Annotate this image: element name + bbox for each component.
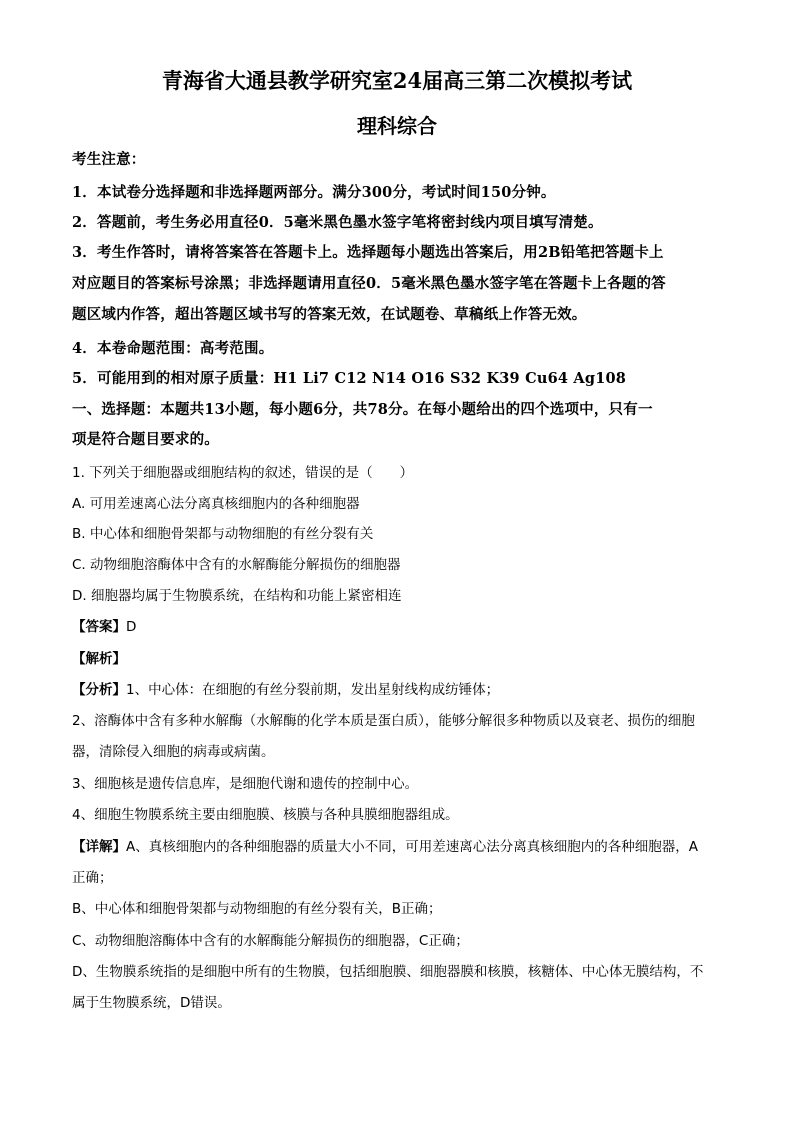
answer-tag: 【答案】 (72, 619, 126, 635)
fenxi-line-2: 2、溶酶体中含有多种水解酶（水解酶的化学本质是蛋白质），能够分解很多种物质以及衰老、损伤的细胞 (72, 713, 695, 729)
xiangjie-line-1 (72, 836, 724, 858)
fenxi-text-1: 1、中心体：在细胞的有丝分裂前期，发出星射线构成纺锤体； (126, 682, 500, 698)
option-c: C. 动物细胞溶酶体中含有的水解酶能分解损伤的细胞器 (72, 557, 401, 573)
answer-value: D (126, 619, 137, 635)
fenxi-line-3: 器，清除侵入细胞的病毒或病菌。 (72, 744, 275, 760)
question-stem: 1. 下列关于细胞器或细胞结构的叙述，错误的是（ ） (72, 465, 414, 481)
note-line-1: 1．本试卷分选择题和非选择题两部分。满分300分，考试时间150分钟。 (72, 184, 556, 201)
xiangjie-line-2: 正确； (72, 870, 113, 886)
section-heading-line-2: 项是符合题目要求的。 (72, 431, 219, 448)
option-d: D. 细胞器均属于生物膜系统，在结构和功能上紧密相连 (72, 588, 402, 604)
note-line-5: 题区域内作答，超出答题区域书写的答案无效，在试题卷、草稿纸上作答无效。 (72, 306, 587, 323)
xiangjie-text-1: A、真核细胞内的各种细胞器的质量大小不同，可用差速离心法分离真核细胞内的各种细胞器，A (126, 839, 698, 855)
xiangjie-line-5: D、生物膜系统指的是细胞中所有的生物膜，包括细胞膜、细胞器膜和核膜，核糖体、中心体无膜结构，不 (72, 964, 704, 980)
section-heading-line-1: 一、选择题：本题共13小题，每小题6分，共78分。在每小题给出的四个选项中，只有一 (72, 401, 653, 418)
fenxi-line-4: 3、细胞核是遗传信息库，是细胞代谢和遗传的控制中心。 (72, 776, 419, 792)
xiangjie-line-4: C、动物细胞溶酶体中含有的水解酶能分解损伤的细胞器，C正确； (72, 933, 469, 949)
xiangjie-tag: 【详解】 (72, 839, 126, 855)
fenxi-line-1 (72, 679, 724, 701)
exam-title: 青海省大通县教学研究室24届高三第二次模拟考试 (161, 68, 633, 93)
analysis-tag: 【解析】 (72, 651, 126, 667)
exam-subtitle: 理科综合 (357, 114, 437, 138)
note-line-3: 3．考生作答时，请将答案答在答题卡上。选择题每小题选出答案后，用2B铅笔把答题卡上 (72, 244, 664, 261)
notes-heading: 考生注意： (72, 151, 146, 168)
note-line-4: 对应题目的答案标号涂黑；非选择题请用直径0．5毫米黑色墨水签字笔在答题卡上各题的答 (72, 275, 666, 292)
note-line-6: 4．本卷命题范围：高考范围。 (72, 340, 274, 357)
analysis-line (72, 648, 724, 670)
xiangjie-line-6: 属于生物膜系统，D错误。 (72, 995, 231, 1011)
fenxi-line-5: 4、细胞生物膜系统主要由细胞膜、核膜与各种具膜细胞器组成。 (72, 807, 459, 823)
answer-line (72, 616, 724, 638)
note-line-2: 2．答题前，考生务必用直径0．5毫米黑色墨水签字笔将密封线内项目填写清楚。 (72, 214, 603, 231)
note-line-7: 5．可能用到的相对原子质量：H1 Li7 C12 N14 O16 S32 K39 Cu64 Ag108 (72, 370, 627, 387)
xiangjie-line-3: B、中心体和细胞骨架都与动物细胞的有丝分裂有关，B正确； (72, 901, 442, 917)
fenxi-tag: 【分析】 (72, 682, 126, 698)
option-b: B. 中心体和细胞骨架都与动物细胞的有丝分裂有关 (72, 526, 374, 542)
option-a: A. 可用差速离心法分离真核细胞内的各种细胞器 (72, 496, 360, 512)
